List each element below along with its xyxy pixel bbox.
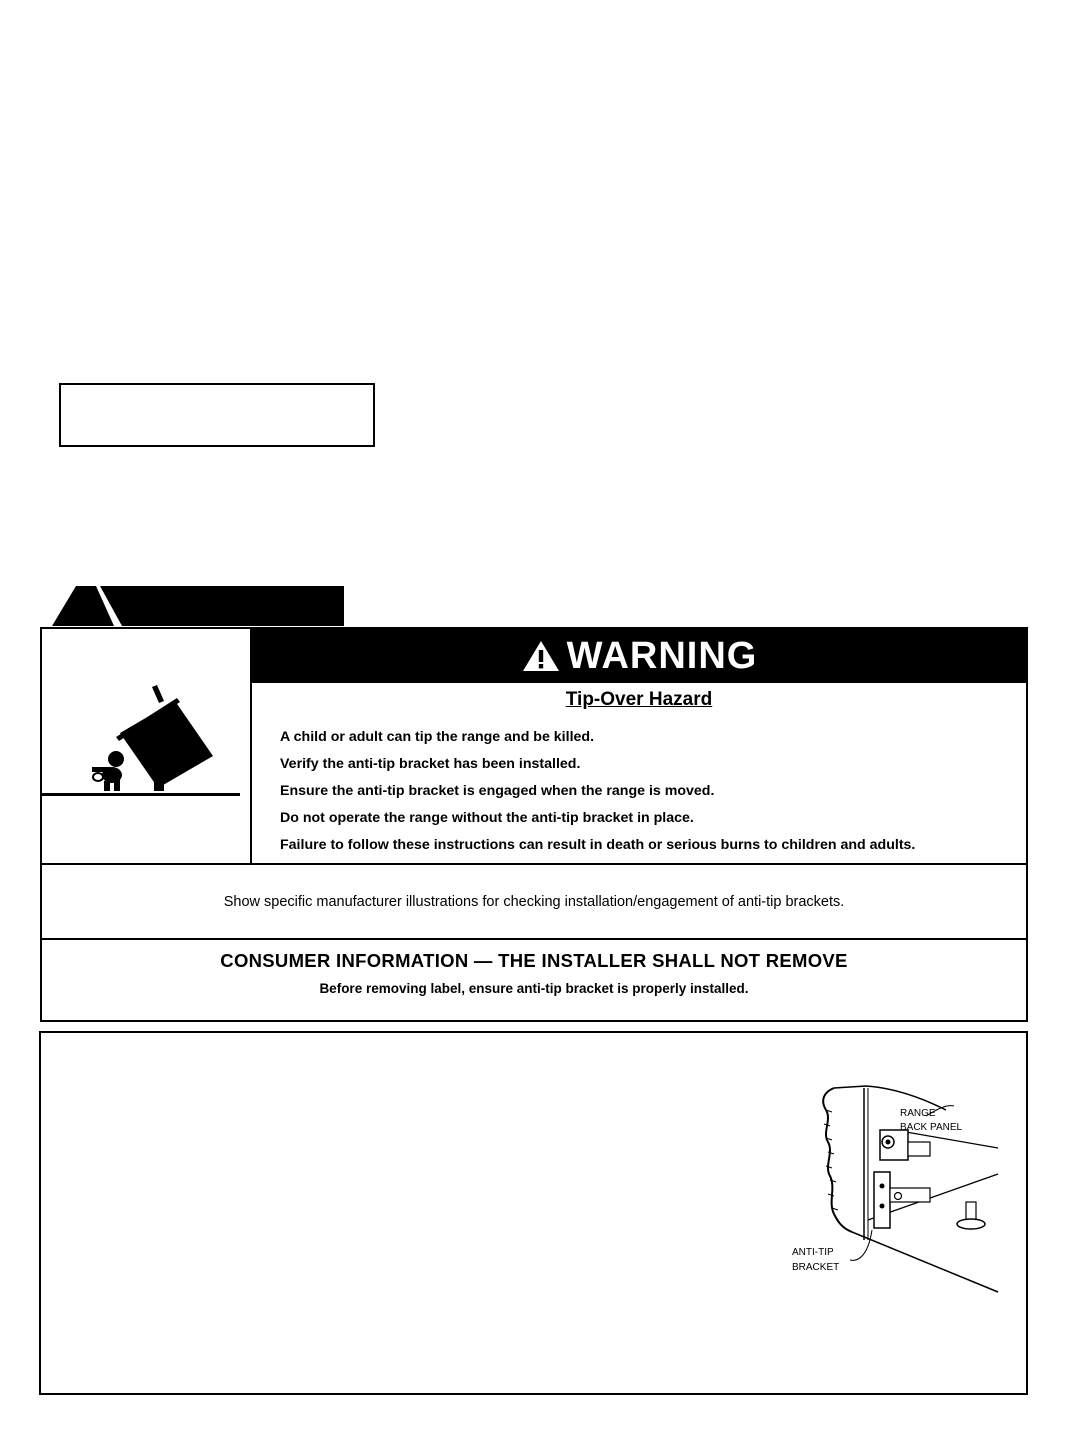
- anti-tip-bracket-illustration: [776, 1080, 1006, 1300]
- warning-word: WARNING: [566, 635, 758, 677]
- hazard-line: Verify the anti-tip bracket has been installed.: [280, 756, 581, 772]
- caution-triangle-banner-icon: [52, 586, 344, 626]
- hazard-title: Tip-Over Hazard: [565, 689, 713, 710]
- warning-label: [40, 627, 1028, 1022]
- warning-label-top-section: [42, 629, 1026, 865]
- hazard-line: A child or adult can tip the range and be killed.: [280, 729, 595, 745]
- hazard-instructions: [280, 727, 915, 862]
- pictogram-cell: [42, 629, 252, 863]
- range-side-wall: [823, 1088, 852, 1232]
- illustration-note-row: [42, 865, 1026, 940]
- consumer-note: Before removing label, ensure anti-tip bracket is properly installed.: [319, 981, 749, 996]
- hazard-line: Ensure the anti-tip bracket is engaged when the range is moved.: [280, 783, 715, 799]
- hazard-line: Do not operate the range without the anti-tip bracket in place.: [280, 810, 694, 826]
- bracket-label-line2: BRACKET: [792, 1262, 840, 1273]
- warning-header-bar: [252, 629, 1026, 683]
- range-label-line2: BACK PANEL: [900, 1122, 963, 1133]
- empty-text-box: [59, 383, 375, 447]
- warning-triangle-icon: [521, 639, 561, 673]
- illustration-note: Show specific manufacturer illustrations for checking installation/engagement of anti-tip brackets.: [223, 893, 845, 910]
- bracket-label-line1: ANTI-TIP: [792, 1247, 834, 1258]
- hazard-line: Failure to follow these instructions can result in death or serious burns to children and adults.: [280, 837, 916, 853]
- range-tip-over-pictogram-icon: [42, 629, 252, 863]
- consumer-heading: CONSUMER INFORMATION — THE INSTALLER SHALL NOT REMOVE: [220, 950, 848, 971]
- range-label-line1: RANGE: [900, 1108, 936, 1119]
- consumer-info-row: [42, 940, 1026, 1020]
